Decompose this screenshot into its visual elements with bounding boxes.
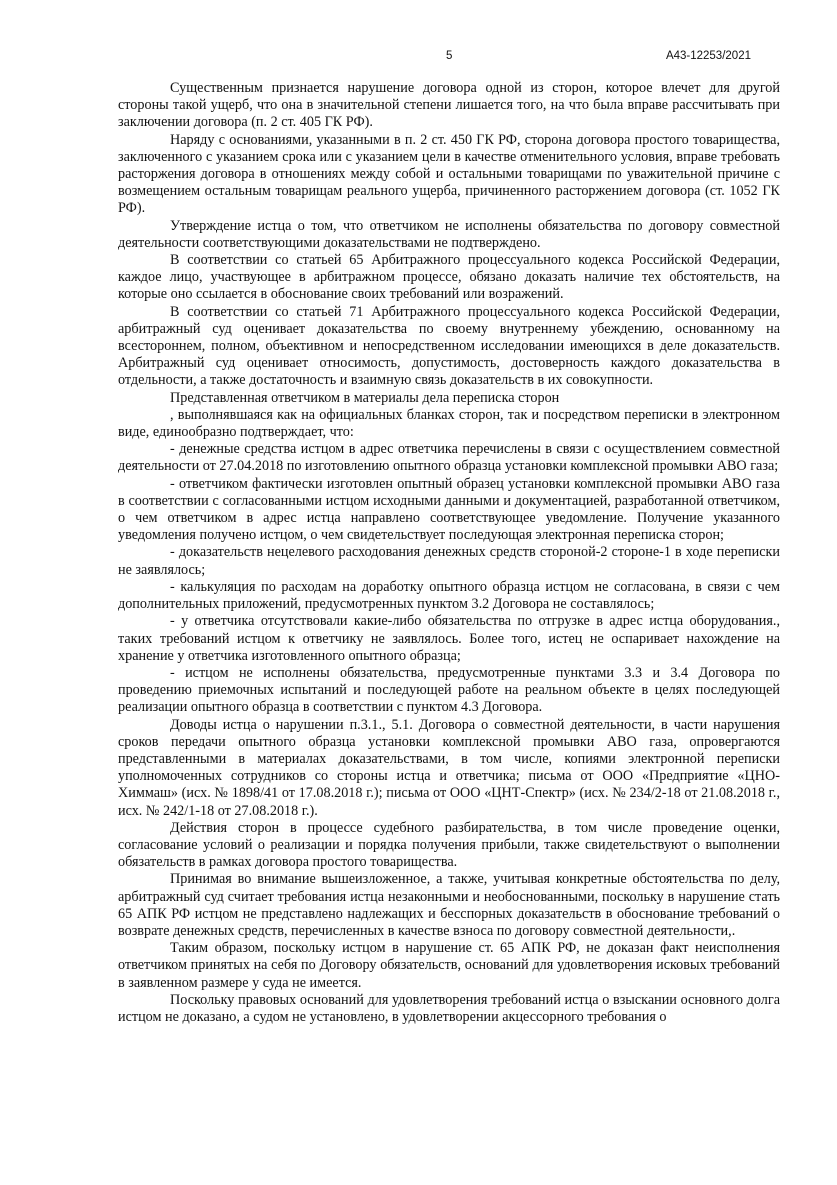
- paragraph: , выполнявшаяся как на официальных бланках сторон, так и посредством переписки в электронном виде, единообразно подтверждает, что:: [118, 406, 780, 441]
- document-body: [118, 80, 780, 1026]
- paragraph: Утверждение истца о том, что ответчиком не исполнены обязательства по договору совместной деятельности соответствующими доказательствами не подтверждено.: [118, 217, 780, 251]
- paragraph: Доводы истца о нарушении п.3.1., 5.1. Договора о совместной деятельности, в части нарушения сроков передачи опытного образца установки комплексной промывки АВО газа, опровергаются представленными в материалах доказательствами, в том числе, копиями электронной переписки уполномоченных сотрудников со стороны истца и ответчика; письма от ООО «Предприятие «ЦНО-Химмаш» (исх. № 1898/41 от 17.08.2018 г.); письма от ООО «ЦНТ-Спектр» (исх. № 234/2-18 от 21.08.2018 г., исх. № 242/1-18 от 27.08.2018 г.).: [118, 716, 780, 819]
- page-header: [0, 50, 837, 66]
- paragraph: Таким образом, поскольку истцом в нарушение ст. 65 АПК РФ, не доказан факт неисполнения ответчиком принятых на себя по Договору обязательств, оснований для удовлетворения исковых требований в заявленном размере у суда не имеется.: [118, 940, 780, 991]
- list-item: - ответчиком фактически изготовлен опытный образец установки комплексной промывки АВО газа в соответствии с согласованными истцом исходными данными и документацией, разработанной ответчиком, о чем ответчиком в адрес истца направлено соответствующее уведомление. Получение указанного уведомления получено истцом, о чем свидетельствует последующая электронная переписка сторон;: [118, 475, 780, 544]
- list-item: - калькуляция по расходам на доработку опытного образца истцом не согласована, в связи с чем дополнительных приложений, предусмотренных пунктом 3.2 Договора не составлялось;: [118, 578, 780, 613]
- paragraph: Существенным признается нарушение договора одной из сторон, которое влечет для другой стороны такой ущерб, что она в значительной степени лишается того, на что была вправе рассчитывать при заключении договора (п. 2 ст. 405 ГК РФ).: [118, 80, 780, 131]
- list-item: - истцом не исполнены обязательства, предусмотренные пунктами 3.3 и 3.4 Договора по проведению приемочных испытаний и последующей работе на реальном объекте в целях последующей реализации опытного образца в соответствии с пунктом 4.3 Договора.: [118, 664, 780, 716]
- list-item: - доказательств нецелевого расходования денежных средств стороной-2 стороне-1 в ходе переписки не заявлялось;: [118, 544, 780, 578]
- list-item: - у ответчика отсутствовали какие-либо обязательства по отгрузке в адрес истца оборудования., таких требований истцом к ответчику не заявлялось. Более того, истец не оспаривает нахождение на хранение у ответчика изготовленного опытного образца;: [118, 613, 780, 664]
- case-number: А43-12253/2021: [665, 50, 751, 62]
- paragraph: Наряду с основаниями, указанными в п. 2 ст. 450 ГК РФ, сторона договора простого товарищества, заключенного с указанием срока или с указанием цели в качестве отменительного условия, вправе требовать расторжения договора в отношениях между собой и остальными товарищами по уважительной причине с возмещением остальным товарищам реального ущерба, причиненного расторжением договора (ст. 1052 ГК РФ).: [118, 131, 780, 217]
- paragraph: В соответствии со статьей 71 Арбитражного процессуального кодекса Российской Федерации, арбитражный суд оценивает доказательства по своему внутреннему убеждению, основанному на всестороннем, полном, объективном и непосредственном исследовании имеющихся в деле доказательств. Арбитражный суд оценивает относимость, допустимость, достоверность каждого доказательства в отдельности, а также достаточность и взаимную связь доказательств в их совокупности.: [118, 303, 780, 389]
- paragraph: Действия сторон в процессе судебного разбирательства, в том числе проведение оценки, согласование условий о реализации и порядка получения прибыли, также свидетельствуют о выполнении обязательств в рамках договора простого товарищества.: [118, 819, 780, 871]
- paragraph: Представленная ответчиком в материалы дела переписка сторон: [170, 389, 560, 406]
- page-number: 5: [446, 50, 453, 62]
- paragraph: Принимая во внимание вышеизложенное, а также, учитывая конкретные обстоятельства по делу, арбитражный суд считает требования истца незаконными и необоснованными, поскольку в нарушение стать 65 АПК РФ истцом не представлено надлежащих и бесспорных доказательств в обоснование требований о возврате денежных средств, перечисленных в качестве взноса по договору совместной деятельности,.: [118, 871, 780, 939]
- paragraph: В соответствии со статьей 65 Арбитражного процессуального кодекса Российской Федерации, каждое лицо, участвующее в арбитражном процессе, обязано доказать наличие тех обстоятельств, на которые оно ссылается в обоснование своих требований или возражений.: [118, 252, 780, 303]
- list-item: - денежные средства истцом в адрес ответчика перечислены в связи с осуществлением совместной деятельности от 27.04.2018 по изготовлению опытного образца установки комплексной промывки АВО газа;: [118, 441, 780, 475]
- paragraph: Поскольку правовых оснований для удовлетворения требований истца о взыскании основного долга истцом не доказано, а судом не установлено, в удовлетворении акцессорного требования о: [118, 991, 780, 1025]
